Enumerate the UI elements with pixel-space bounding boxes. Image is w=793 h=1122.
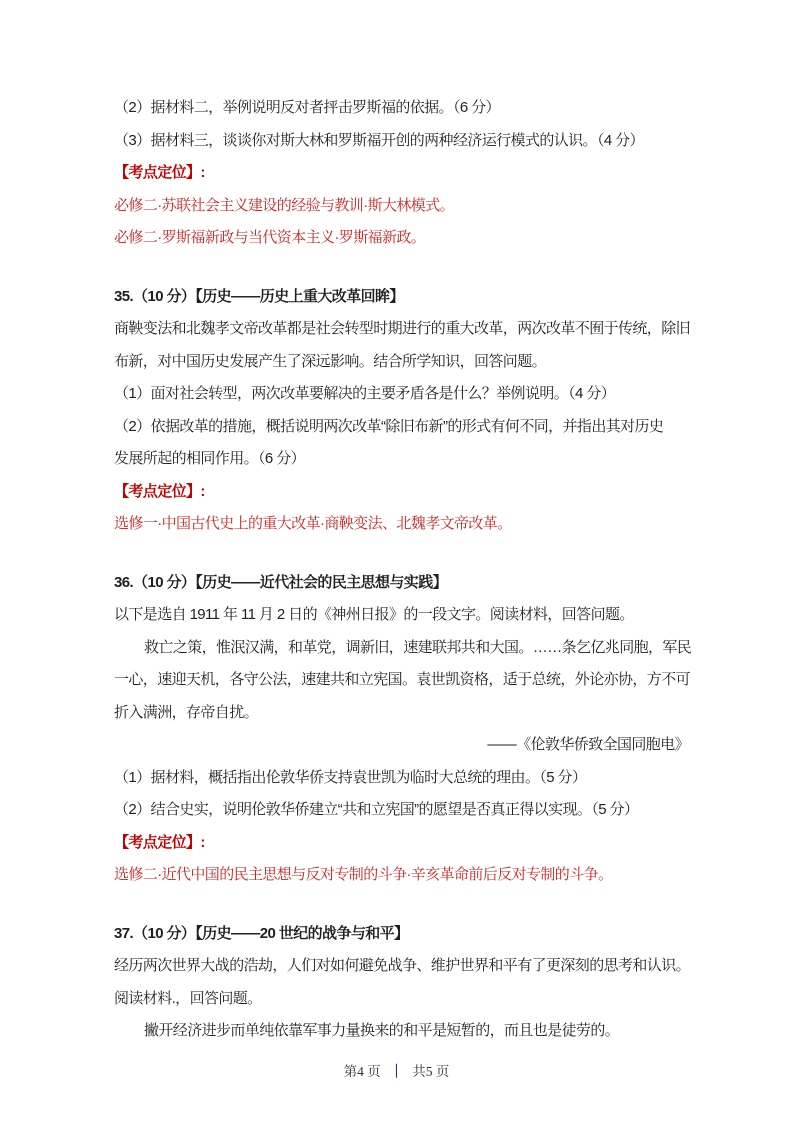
kaodian-line: 必修二·苏联社会主义建设的经验与教训·斯大林模式。 [114,196,454,214]
section-gap [114,892,689,918]
question-36-intro: 以下是选自 1911 年 11 月 2 日的《神州日报》的一段文字。阅读材料，回答问题。 [114,606,634,623]
kaodian-line: 选修二·近代中国的民主思想与反对专制的斗争·辛亥革命前后反对专制的斗争。 [114,866,613,883]
question-36-quote-line1: 救亡之策，惟泯汉满，和革党，调新旧，速建联邦共和大国。……条乞亿兆同胞，军民 [144,638,692,656]
page-footer [0,1060,793,1080]
page-number: 第4 页 [343,1064,381,1079]
question-36-attribution: ——《伦敦华侨致全国同胞电》 [487,736,689,753]
kaodian-header-q35: 【考点定位】: [114,482,205,500]
question-35-title: 35.（10 分）【历史——历史上重大改革回眸】 [114,287,404,305]
question-36-part1: （1）据材料，概括指出伦敦华侨支持袁世凯为临时大总统的理由。（5 分） [114,768,587,786]
question-35-intro-line1: 商鞅变法和北魏孝文帝改革都是社会转型时期进行的重大改革，两次改革不囿于传统，除旧 [114,320,691,337]
question-36-quote-line3: 折入满洲，存帝自扰。 [114,703,259,721]
question-36-quote-line2: 一心，速迎天机，各守公法，速建共和立宪国。袁世凯资格，适于总统，外论亦协，方不可 [114,671,691,688]
question-37-intro-line1: 经历两次世界大战的浩劫，人们对如何避免战争、维护世界和平有了更深刻的思考和认识。 [114,957,691,974]
kaodian-line: 必修二·罗斯福新政与当代资本主义·罗斯福新政。 [114,229,426,246]
kaodian-header-q36: 【考点定位】: [114,833,205,851]
kaodian-line: 选修一·中国古代史上的重大改革·商鞅变法、北魏孝文帝改革。 [114,515,512,532]
question-34-part3: （3）据材料三，谈谈你对斯大林和罗斯福开创的两种经济运行模式的认识。（4 分） [114,131,644,149]
question-34-part2: （2）据材料二，举例说明反对者抨击罗斯福的依据。（6 分） [114,99,500,116]
question-36-title: 36.（10 分）【历史——近代社会的民主思想与实践】 [114,573,448,591]
question-37-intro-line2: 阅读材料.，回答问题。 [114,989,262,1007]
question-35-part1: （1）面对社会转型，两次改革要解决的主要矛盾各是什么？举例说明。（4 分） [114,385,616,402]
question-37-quote: 撇开经济进步而单纯依靠军事力量换来的和平是短暂的，而且也是徒劳的。 [144,1023,620,1039]
question-35-intro-line2: 布新，对中国历史发展产生了深远影响。结合所学知识，回答问题。 [114,352,547,370]
section-gap [114,255,689,281]
question-36-part2: （2）结合史实，说明伦敦华侨建立“共和立宪国”的愿望是否真正得以实现。（5 分） [114,801,639,818]
question-35-part2-line1: （2）依据改革的措施，概括说明两次改革“除旧布新”的形式有何不同，并指出其对历史 [114,417,664,435]
footer-separator: ｜ [389,1064,404,1079]
total-pages: 共5 页 [412,1064,450,1079]
question-37-title: 37.（10 分）【历史——20 世纪的战争与和平】 [114,924,409,942]
kaodian-header-q34: 【考点定位】: [114,164,205,181]
section-gap [114,541,689,567]
question-35-part2-line2: 发展所起的相同作用。（6 分） [114,450,306,467]
